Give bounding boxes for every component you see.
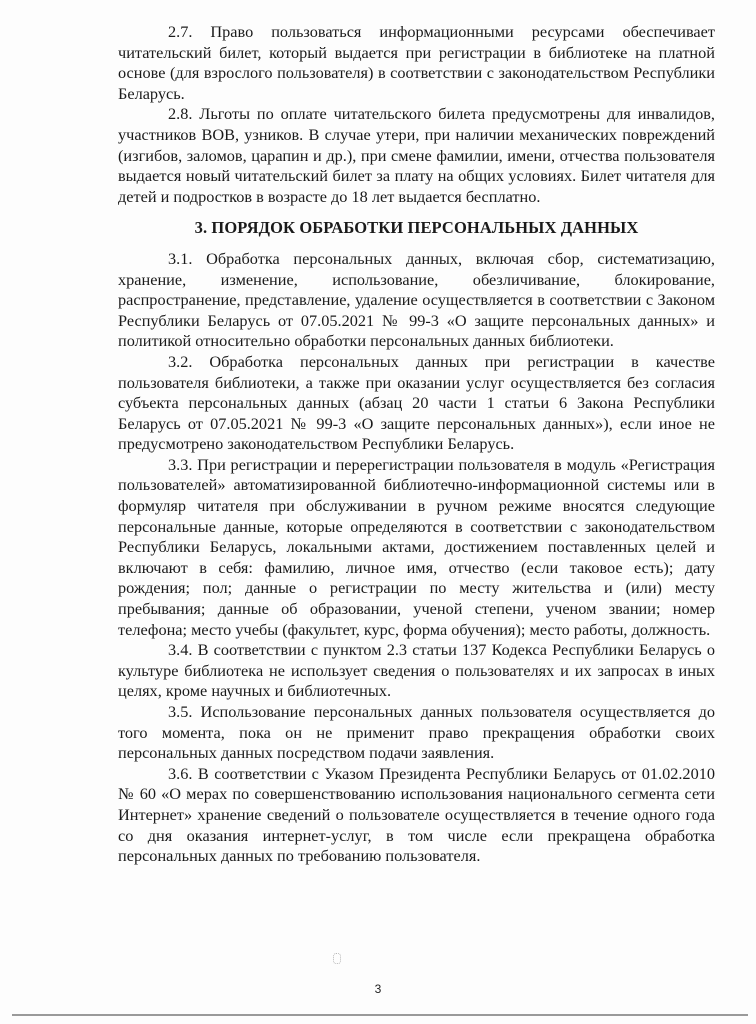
paragraph-2-8: 2.8. Льготы по оплате читательского билета предусмотрены для инвалидов, участников ВОВ, узников. В случае утери, при наличии механических повреждений (изгибов, заломов, царапин и др.), при смене фамилии, имени, отчества пользователя выдается новый читательский билет за плату на общих условиях. Билет читателя для детей и подростков в возрасте до 18 лет выдается бесплатно. <box>118 104 715 206</box>
section-heading: 3. ПОРЯДОК ОБРАБОТКИ ПЕРСОНАЛЬНЫХ ДАННЫХ <box>194 218 639 238</box>
scan-speck <box>333 953 341 964</box>
document-body <box>118 22 715 867</box>
paragraph-3-3: 3.3. При регистрации и перерегистрации пользователя в модуль «Регистрация пользователей» автоматизированной библиотечно-информационной системы или в формуляр читателя при обслуживании в ручном режиме вносятся следующие персональные данные, которые определяются в соответствии с законодательством Республики Беларусь, локальными актами, достижением поставленных целей и включают в себя: фамилию, личное имя, отчество (если таковое есть); дату рождения; пол; данные о регистрации по месту жительства и (или) месту пребывания; данные об образовании, ученой степени, ученом звании; номер телефона; место учебы (факультет, курс, форма обучения); место работы, должность. <box>118 454 715 639</box>
page-bottom-edge <box>12 1014 748 1016</box>
paragraph-3-2: 3.2. Обработка персональных данных при регистрации в качестве пользователя библиотеки, а также при оказании услуг осуществляется без согласия субъекта персональных данных (абзац 20 части 1 статьи 6 Закона Республики Беларусь от 07.05.2021 № 99-3 «О защите персональных данных»), если иное не предусмотрено законодательством Республики Беларусь. <box>118 351 715 454</box>
paragraph-3-5: 3.5. Использование персональных данных пользователя осуществляется до того момента, пока он не применит право прекращения обработки своих персональных данных посредством подачи заявления. <box>118 702 715 763</box>
page-number: 3 <box>374 982 382 996</box>
paragraph-3-6: 3.6. В соответствии с Указом Президента Республики Беларусь от 01.02.2010 № 60 «О мерах по совершенствованию использования национального сегмента сети Интернет» хранение сведений о пользователе осуществляется в течение одного года со дня оказания интернет-услуг, в том числе если прекращена обработка персональных данных по требованию пользователя. <box>118 763 715 866</box>
paragraph-3-1: 3.1. Обработка персональных данных, включая сбор, систематизацию, хранение, изменение, использование, обезличивание, блокирование, распространение, представление, удаление осуществляется в соответствии с Законом Республики Беларусь от 07.05.2021 № 99-3 «О защите персональных данных» и политикой относительно обработки персональных данных библиотеки. <box>118 248 715 351</box>
paragraph-2-7: 2.7. Право пользоваться информационными ресурсами обеспечивает читательский билет, который выдается при регистрации в библиотеке на платной основе (для взрослого пользователя) в соответствии с законодательством Республики Беларусь. <box>118 22 715 103</box>
paragraph-3-4: 3.4. В соответствии с пунктом 2.3 статьи 137 Кодекса Республики Беларусь о культуре библиотека не использует сведения о пользователях и их запросах в иных целях, кроме научных и библиотечных. <box>118 640 715 701</box>
